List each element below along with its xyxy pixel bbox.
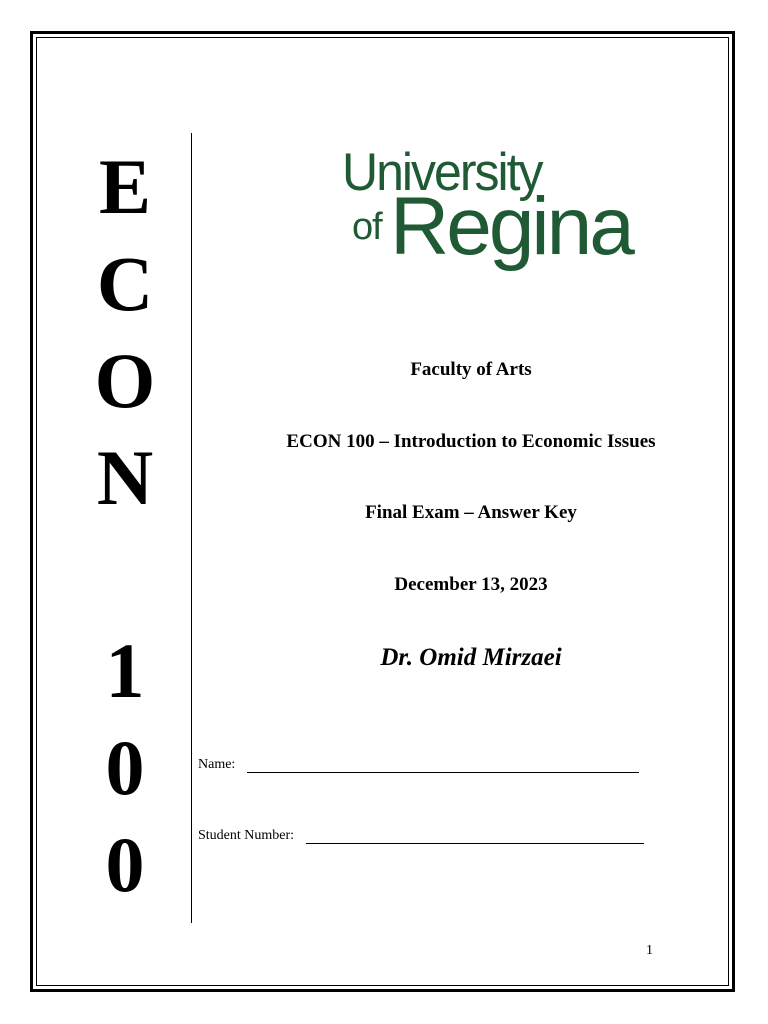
university-of-regina-logo [340,142,632,286]
page-number: 1 [646,943,653,958]
exam-title: Final Exam – Answer Key [365,502,577,523]
side-title-letter-n: N [96,434,154,521]
student-number-field-row [198,828,644,844]
student-number-field-line[interactable] [306,829,644,844]
logo-regina-text: Regina [390,181,632,272]
side-title-digit-0-first: 0 [105,724,145,811]
side-title-digit-1: 1 [105,627,145,714]
vertical-divider [191,133,192,923]
name-field-line[interactable] [247,758,639,773]
logo-of-text: of [352,206,382,248]
faculty-heading: Faculty of Arts [410,359,532,380]
logo-university-text: University [342,142,542,202]
exam-date: December 13, 2023 [394,574,548,595]
course-title: ECON 100 – Introduction to Economic Issues [286,431,656,452]
name-label: Name: [198,757,236,772]
side-title-letter-c: C [96,240,154,327]
side-title-letter-e: E [98,143,152,230]
student-number-label: Student Number: [198,828,295,843]
side-title-digit-0-second: 0 [105,821,145,908]
instructor-name: Dr. Omid Mirzaei [380,644,562,671]
side-title-letter-o: O [94,337,156,424]
name-field-row [198,757,639,773]
